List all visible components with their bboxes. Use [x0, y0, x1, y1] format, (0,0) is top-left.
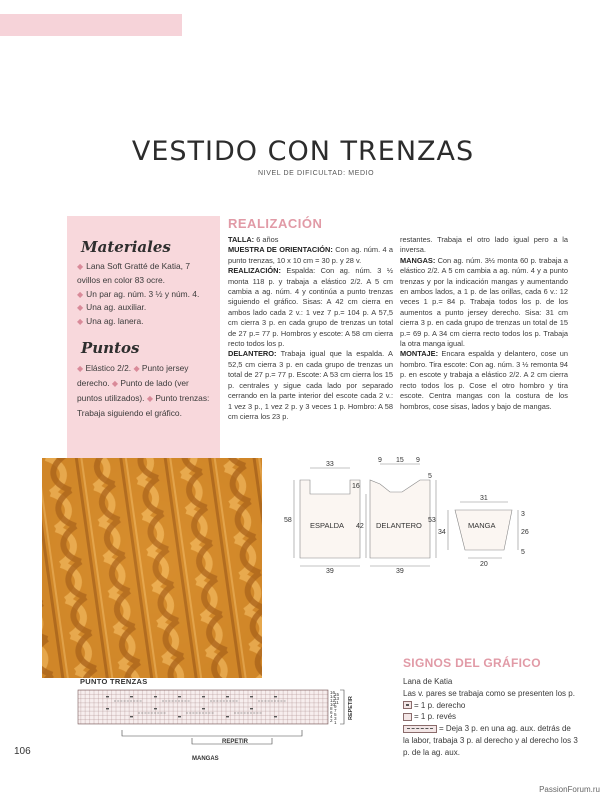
list-item: ◆ Un par ag. núm. 3 ½ y núm. 4. ◆ Una ag. auxiliar. [77, 288, 200, 313]
instructions-column-1 [228, 235, 393, 422]
bullet-icon: ◆ [77, 363, 84, 373]
svg-text:12: 12 [330, 698, 336, 703]
espalda-upper-dim: 16 [352, 483, 360, 490]
knit-chart-grid [72, 686, 362, 766]
manga-height-dim: 34 [438, 529, 446, 536]
delantero-label: DELANTERO [376, 521, 422, 530]
repetir-bottom-label: REPETIR [222, 739, 249, 745]
legend-line: Lana de Katia [403, 677, 453, 686]
manga-top-dim: 31 [480, 495, 488, 502]
top-pink-band [0, 14, 182, 36]
svg-text:8: 8 [330, 706, 333, 711]
knit-photo [42, 458, 262, 678]
delantero-height-dim: 53 [428, 517, 436, 524]
svg-text:11: 11 [334, 700, 339, 705]
bullet-icon: ◆ [77, 303, 84, 313]
realizacion-heading: REALIZACIÓN [228, 216, 323, 231]
paragraph: MANGAS: Con ag. núm. 3½ monta 60 p. trabaja a elástico 2/2. A 5 cm cambia a ag. núm. 4 y a punto trenzas y por la indicación mangas y aumentando en ambos lados, a 1 p. de las orillas, cada 6 v.: 12 veces 1 p.= 84 p. Trabaja todos los p. de los aumentos a punto jersey derecho. Sisa: 31 cm cierra 3 p. en cada grupo de trenzas un total de 15 p.= 69 p. A 34 cm cierra recto todos los p. Trabaja la otra manga igual. [400, 255, 568, 349]
paragraph: DELANTERO: Trabaja igual que la espalda. A 52,5 cm cierra 3 p. en cada grupo de trenzas un total de 27 p.= 77 p. Escote: A 53 cm cierra los 15 p. centrales y sigue cada lado por separado cerrando en la parte interior del escote cada 2 v.: 1 vez 3 p., 1 vez 2 p. y 3 veces 1 p. Hombro: A 58 cm cierra los 23 p. [228, 349, 393, 421]
paragraph: REALIZACIÓN: Espalda: Con ag. núm. 3 ½ monta 118 p. y trabaja a elástico 2/2. A 5 cm cambia a ag. núm. 4 y continúa a punto trenzas siguiendo el gráfico. Sisas: A 42 cm cierra en ambos lado cada 2 v.: 1 vez 7 p.= 104 p. A 57,5 cm cierra 3 p. en cada grupo de trenzas un total de 27 p.= 77 p. Hombros y escote: A 58 cm cierra recto todos los p. [228, 266, 393, 349]
knit-stitch-icon [403, 701, 412, 709]
list-item: ◆ Lana Soft Gratté de Katia, 7 ovillos en color 83 ocre. [77, 261, 190, 285]
svg-text:3: 3 [334, 716, 337, 721]
svg-text:15: 15 [334, 692, 340, 697]
svg-text:1: 1 [334, 720, 337, 725]
svg-text:6: 6 [330, 710, 333, 715]
puntos-heading: Puntos [81, 338, 140, 357]
legend-item-reves: = 1 p. revés [403, 711, 578, 723]
paragraph: restantes. Trabaja el otro lado igual pero a la inversa. [400, 235, 568, 255]
cable-stitch-icon [403, 725, 437, 733]
signos-heading: SIGNOS DEL GRÁFICO [403, 656, 541, 670]
delantero-neck-right-dim: 9 [416, 457, 420, 464]
bullet-icon: ◆ [77, 262, 84, 271]
legend-line: Las v. pares se trabaja como se presenten los p. [403, 688, 575, 698]
svg-text:4: 4 [330, 714, 333, 719]
espalda-height-dim: 58 [284, 517, 292, 524]
manga-mid-dim: 26 [521, 529, 529, 536]
svg-text:13: 13 [334, 696, 340, 701]
paragraph: TALLA: 6 años [228, 235, 279, 244]
bullet-icon: ◆ [146, 393, 153, 403]
garment-schematics [284, 457, 590, 576]
instructions-column-2 [400, 235, 568, 412]
bullet-icon: ◆ [133, 363, 140, 373]
espalda-bottom-dim: 39 [326, 568, 334, 575]
materials-heading: Materiales [81, 238, 171, 256]
svg-text:10: 10 [330, 702, 336, 707]
page-title: VESTIDO CON TRENZAS [131, 136, 475, 167]
bullet-icon: ◆ [111, 378, 119, 388]
manga-bottom-dim: 20 [480, 561, 488, 568]
svg-text:16: 16 [330, 690, 336, 695]
knit-chart [72, 686, 362, 766]
delantero-neck-mid-dim: 15 [396, 457, 404, 464]
knit-chart-title: PUNTO TRENZAS [80, 677, 148, 686]
repetir-side-label: REPETIR [348, 696, 354, 720]
manga-upper-dim: 3 [521, 511, 525, 518]
legend-block [403, 676, 578, 759]
page-number: 106 [14, 746, 31, 757]
manga-lower-dim: 5 [521, 549, 525, 556]
espalda-label: ESPALDA [310, 521, 345, 530]
svg-text:14: 14 [330, 694, 336, 699]
paragraph: MONTAJE: Encara espalda y delantero, cose un hombro. Tira escote: Con ag. núm. 3 ½ remonta 94 p. en escote y trabaja a elástico 2/2. A 2 cm cierra recto todos los p. Cose el otro hombro y tira escote. Centra mangas con la costura de los hombros, cose sisas, lados y bajo de mangas. [400, 349, 568, 411]
delantero-neck-left-dim: 9 [378, 457, 382, 464]
list-item: ◆ Una ag. lanera. [77, 316, 144, 327]
legend-item-derecho: = 1 p. derecho [403, 700, 578, 712]
puntos-list: ◆ Elástico 2/2. ◆ Punto jersey derecho. ◆ Punto de lado (ver puntos utilizados). ◆ Punto trenzas: Trabaja siguiendo el gráfico. [77, 362, 210, 418]
difficulty-level: NIVEL DE DIFICULTAD: MEDIO [258, 170, 375, 177]
delantero-upper-dim: 5 [428, 473, 432, 480]
espalda-top-dim: 33 [326, 461, 334, 468]
svg-text:5: 5 [334, 712, 337, 717]
bullet-icon: ◆ [77, 317, 84, 327]
delantero-bottom-dim: 39 [396, 568, 404, 575]
manga-label: MANGA [468, 521, 496, 530]
mangas-label: MANGAS [192, 756, 219, 762]
bullet-icon: ◆ [77, 289, 84, 299]
svg-text:9: 9 [334, 704, 337, 709]
paragraph: MUESTRA DE ORIENTACIÓN: Con ag. núm. 4 a punto trenzas, 10 x 10 cm = 30 p. y 28 v. [228, 245, 394, 265]
svg-text:2: 2 [330, 718, 333, 723]
espalda-lower-dim: 42 [356, 523, 364, 530]
schematic-drawing [284, 457, 590, 576]
materials-list [77, 260, 210, 329]
svg-text:7: 7 [334, 708, 337, 713]
knit-texture-image [42, 458, 262, 678]
watermark: PassionForum.ru [539, 785, 600, 794]
legend-item-cable: = Deja 3 p. en una ag. aux. detrás de la labor, trabaja 3 p. al derecho y al derecho los 3 p. de la ag. aux. [403, 724, 578, 757]
purl-stitch-icon [403, 713, 412, 721]
